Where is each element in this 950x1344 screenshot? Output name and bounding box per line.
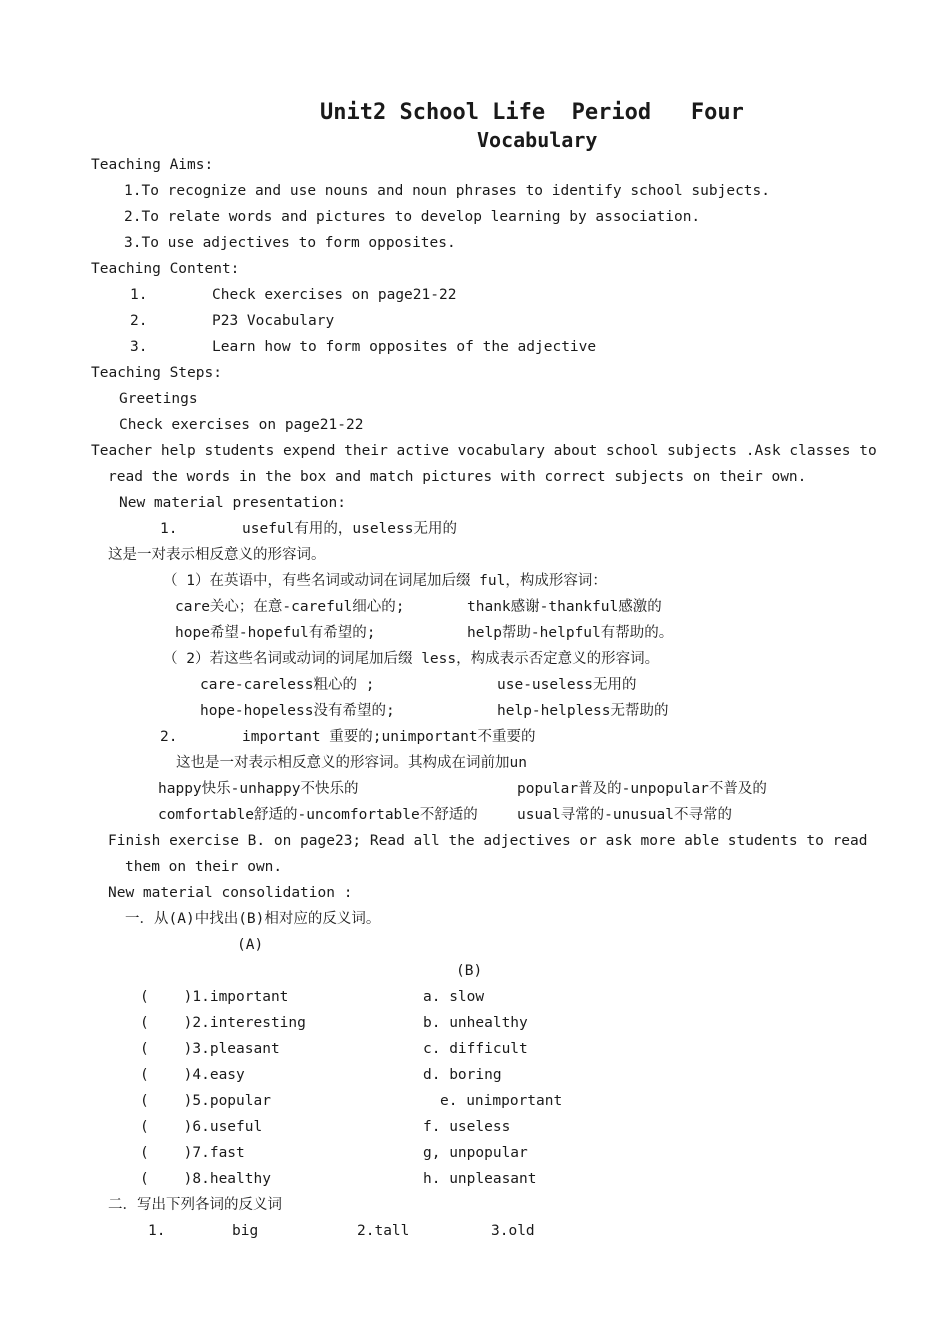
un-example-a1: happy快乐-unhappy不快乐的	[158, 781, 359, 797]
exercise-1-right-item-1: a. slow	[423, 989, 485, 1005]
exercise-2-word-1-num: 1.	[148, 1223, 166, 1239]
content-item-2-text: P23 Vocabulary	[212, 313, 335, 329]
rule-2: （ 2）若这些名词或动词的词尾加后缀 less，构成表示否定意义的形容词。	[163, 651, 660, 667]
consolidation-heading: New material consolidation :	[108, 885, 353, 901]
point-2-text: important 重要的;unimportant不重要的	[242, 729, 536, 745]
rule-1: （ 1）在英语中，有些名词或动词在词尾加后缀 ful，构成形容词：	[163, 573, 607, 589]
exercise-1-right-item-5: e. unimportant	[440, 1093, 563, 1109]
exercise-1-left-item-4: ( )4.easy	[140, 1067, 245, 1083]
step-greetings: Greetings	[119, 391, 198, 407]
rule-2-example-a2: use-useless无用的	[497, 677, 637, 693]
aim-item-3: 3.To use adjectives to form opposites.	[124, 235, 456, 251]
exercise-1-right-item-6: f. useless	[423, 1119, 511, 1135]
exercise-1-right-item-7: g, unpopular	[423, 1145, 528, 1161]
aim-item-1: 1.To recognize and use nouns and noun phrases to identify school subjects.	[124, 183, 771, 199]
exercise-1-right-item-2: b. unhealthy	[423, 1015, 528, 1031]
exercise-1-left-item-2: ( )2.interesting	[140, 1015, 306, 1031]
exercise-1-heading: 一．从(A)中找出(B)相对应的反义词。	[125, 911, 381, 927]
content-item-2-num: 2.	[130, 313, 148, 329]
exercise-2-word-2: 2.tall	[357, 1223, 410, 1239]
un-example-b1: comfortable舒适的-uncomfortable不舒适的	[158, 807, 478, 823]
exercise-1-left-item-3: ( )3.pleasant	[140, 1041, 280, 1057]
un-example-a2: popular普及的-unpopular不普及的	[517, 781, 767, 797]
point-2-num: 2.	[160, 729, 178, 745]
exercise-1-right-item-4: d. boring	[423, 1067, 502, 1083]
exercise-1-right-item-8: h. unpleasant	[423, 1171, 537, 1187]
content-item-1-num: 1.	[130, 287, 148, 303]
exercise-1-left-item-5: ( )5.popular	[140, 1093, 271, 1109]
point-1-num: 1.	[160, 521, 178, 537]
content-heading: Teaching Content:	[91, 261, 240, 277]
point-1-text: useful有用的，useless无用的	[242, 521, 457, 537]
rule-2-example-b1: hope-hopeless没有希望的;	[200, 703, 395, 719]
exercise-1-column-b: (B)	[456, 963, 483, 979]
step-paragraph-line-2: read the words in the box and match pictures with correct subjects on their own.	[108, 469, 807, 485]
rule-2-example-b2: help-helpless无帮助的	[497, 703, 669, 719]
finish-line-1: Finish exercise B. on page23; Read all the adjectives or ask more able students to read	[108, 833, 868, 849]
step-check: Check exercises on page21-22	[119, 417, 364, 433]
un-example-b2: usual寻常的-unusual不寻常的	[517, 807, 732, 823]
exercise-2-heading: 二．写出下列各词的反义词	[108, 1197, 282, 1213]
content-item-3-text: Learn how to form opposites of the adjective	[212, 339, 597, 355]
aim-item-2: 2.To relate words and pictures to develop learning by association.	[124, 209, 701, 225]
rule-1-example-a2: thank感谢-thankful感激的	[467, 599, 662, 615]
exercise-1-right-item-3: c. difficult	[423, 1041, 528, 1057]
rule-2-example-a1: care-careless粗心的 ;	[200, 677, 375, 693]
rule-1-example-b1: hope希望-hopeful有希望的;	[175, 625, 376, 641]
rule-1-example-b2: help帮助-helpful有帮助的。	[467, 625, 674, 641]
aims-heading: Teaching Aims:	[91, 157, 214, 173]
steps-heading: Teaching Steps:	[91, 365, 222, 381]
page-title: Unit2 School Life Period Four	[320, 100, 744, 125]
exercise-1-left-item-7: ( )7.fast	[140, 1145, 245, 1161]
finish-line-2: them on their own.	[125, 859, 283, 875]
step-paragraph-line-1: Teacher help students expend their active vocabulary about school subjects .Ask classes to	[91, 443, 877, 459]
point-1-note: 这是一对表示相反意义的形容词。	[108, 547, 326, 563]
page-subtitle: Vocabulary	[477, 128, 598, 152]
rule-1-example-a1: care关心；在意-careful细心的;	[175, 599, 405, 615]
point-2-note: 这也是一对表示相反意义的形容词。其构成在词前加un	[176, 755, 527, 771]
content-item-1-text: Check exercises on page21-22	[212, 287, 457, 303]
content-item-3-num: 3.	[130, 339, 148, 355]
exercise-1-left-item-6: ( )6.useful	[140, 1119, 263, 1135]
exercise-1-left-item-8: ( )8.healthy	[140, 1171, 271, 1187]
exercise-2-word-3: 3.old	[491, 1223, 535, 1239]
exercise-1-column-a: (A)	[237, 937, 264, 953]
step-presentation: New material presentation:	[119, 495, 346, 511]
exercise-2-word-1: big	[232, 1223, 259, 1239]
exercise-1-left-item-1: ( )1.important	[140, 989, 289, 1005]
